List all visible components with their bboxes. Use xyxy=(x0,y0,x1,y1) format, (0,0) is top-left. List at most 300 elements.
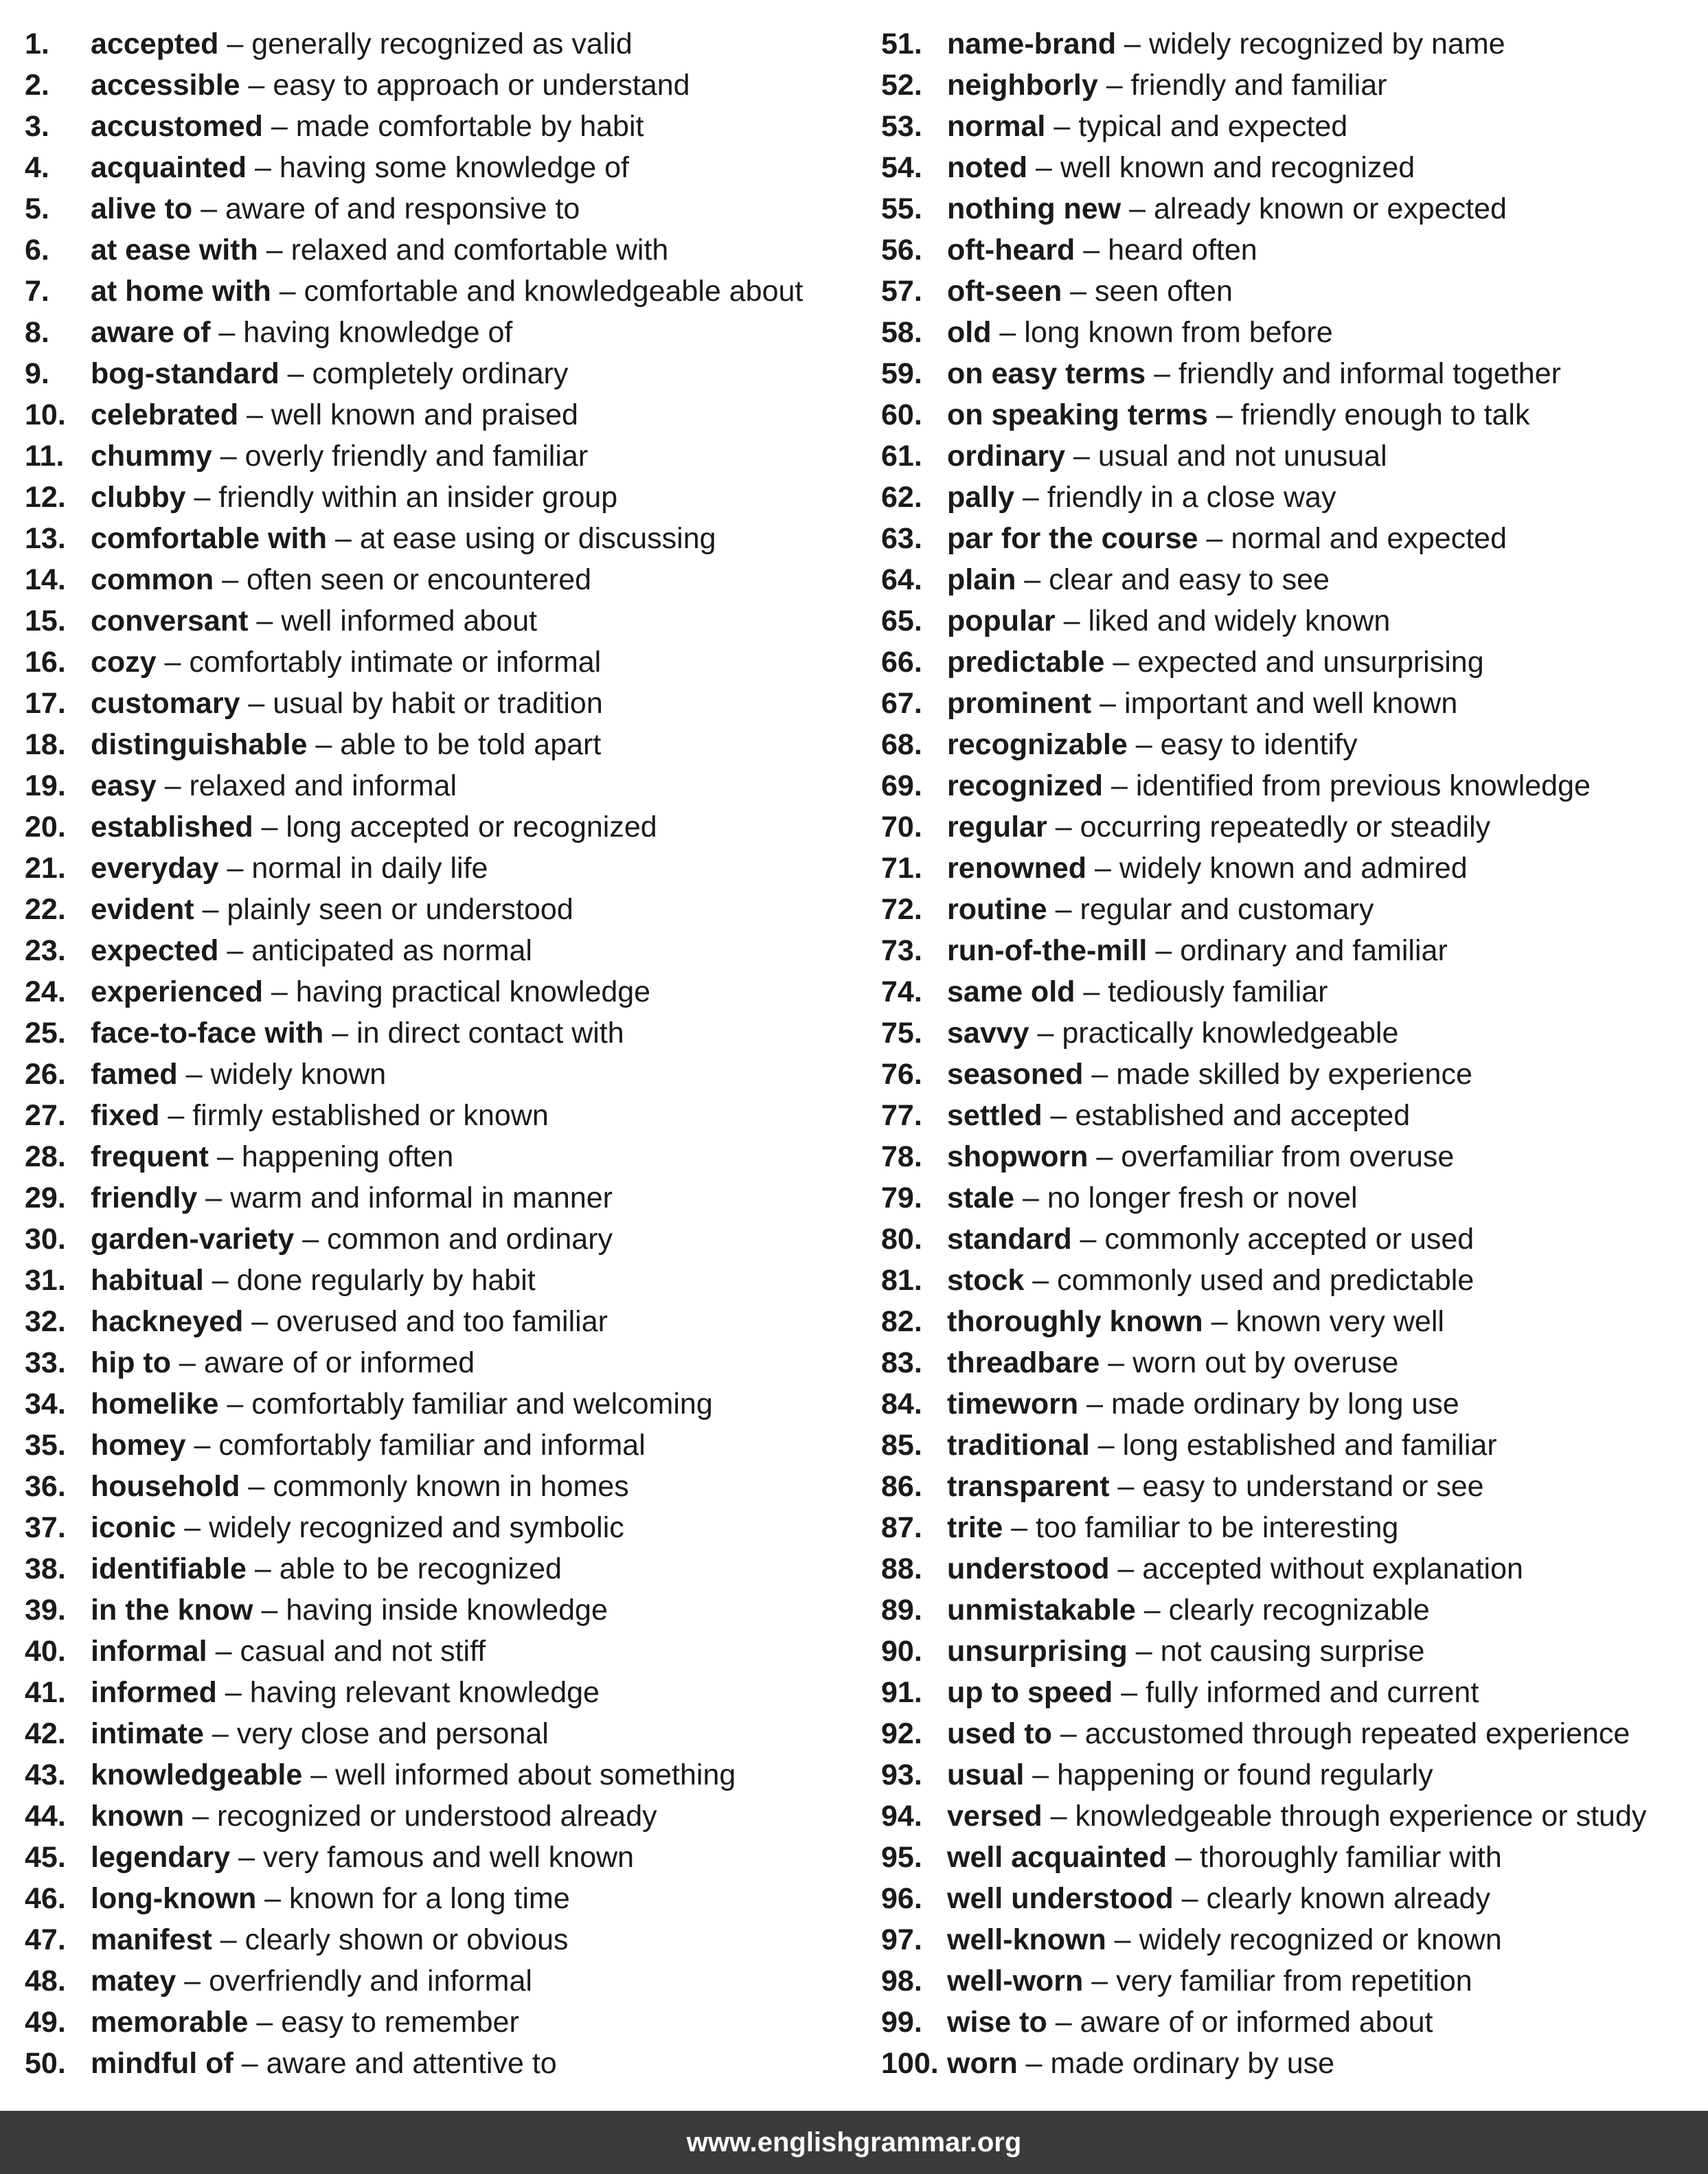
item-separator: – xyxy=(258,234,291,267)
item-term: trite xyxy=(947,1511,1003,1544)
item-separator: – xyxy=(185,1429,219,1462)
item-term: accepted xyxy=(91,27,219,60)
item-term: plain xyxy=(947,563,1016,596)
list-item xyxy=(25,2044,803,2085)
item-separator: – xyxy=(1146,357,1179,390)
item-number: 56. xyxy=(881,234,922,267)
item-number: 30. xyxy=(25,1223,66,1256)
item-separator: – xyxy=(1127,728,1161,761)
list-item xyxy=(881,1426,1646,1467)
item-definition: well informed about something xyxy=(335,1758,736,1791)
item-definition: happening often xyxy=(241,1140,454,1173)
item-separator: – xyxy=(1198,522,1231,555)
item-number: 48. xyxy=(25,1964,66,1997)
item-definition: too familiar to be interesting xyxy=(1036,1511,1399,1544)
item-term: regular xyxy=(947,811,1047,843)
item-separator: – xyxy=(209,1140,242,1173)
list-item xyxy=(881,1550,1646,1591)
list-item xyxy=(881,684,1646,725)
item-separator: – xyxy=(218,852,252,885)
item-separator: – xyxy=(1014,481,1047,514)
item-separator: – xyxy=(248,604,282,637)
item-separator: – xyxy=(1016,563,1049,596)
item-definition: aware of and responsive to xyxy=(225,192,580,225)
item-number: 57. xyxy=(881,275,922,308)
list-item xyxy=(25,25,803,66)
item-definition: aware of or informed about xyxy=(1080,2006,1433,2039)
item-number: 38. xyxy=(25,1552,66,1585)
item-definition: made comfortable by habit xyxy=(295,110,644,143)
item-number: 22. xyxy=(25,893,66,926)
item-number: 2. xyxy=(25,69,49,102)
item-term: neighborly xyxy=(947,69,1098,102)
item-definition: friendly enough to talk xyxy=(1240,398,1530,431)
item-separator: – xyxy=(1109,1552,1143,1585)
item-separator: – xyxy=(230,1841,263,1874)
item-definition: commonly used and predictable xyxy=(1057,1264,1474,1297)
list-item xyxy=(25,1096,803,1137)
list-item xyxy=(881,1838,1646,1879)
item-definition: occurring repeatedly or steadily xyxy=(1080,811,1491,843)
item-number: 90. xyxy=(881,1635,922,1668)
item-number: 68. xyxy=(881,728,922,761)
item-term: hackneyed xyxy=(91,1305,244,1338)
item-separator: – xyxy=(1089,1429,1123,1462)
item-term: standard xyxy=(947,1223,1072,1256)
item-separator: – xyxy=(1127,1635,1161,1668)
item-term: accessible xyxy=(91,69,240,102)
list-item xyxy=(25,1550,803,1591)
item-separator: – xyxy=(991,316,1025,349)
item-definition: comfortably familiar and welcoming xyxy=(251,1388,713,1420)
item-number: 14. xyxy=(25,563,66,596)
item-term: frequent xyxy=(91,1140,209,1173)
item-definition: easy to identify xyxy=(1160,728,1358,761)
item-separator: – xyxy=(248,2006,282,2039)
item-number: 34. xyxy=(25,1388,66,1420)
item-definition: thoroughly familiar with xyxy=(1200,1841,1502,1874)
item-separator: – xyxy=(1173,1882,1207,1915)
list-item xyxy=(881,1261,1646,1302)
item-definition: widely recognized by name xyxy=(1148,27,1505,60)
item-number: 21. xyxy=(25,852,66,885)
item-term: seasoned xyxy=(947,1058,1084,1091)
item-number: 62. xyxy=(881,481,922,514)
item-definition: commonly known in homes xyxy=(273,1470,629,1503)
item-separator: – xyxy=(294,1223,328,1256)
item-definition: made ordinary by use xyxy=(1050,2047,1335,2080)
item-term: stale xyxy=(947,1181,1015,1214)
list-item xyxy=(881,725,1646,767)
item-number: 88. xyxy=(881,1552,922,1585)
item-separator: – xyxy=(1024,1758,1058,1791)
item-term: ordinary xyxy=(947,440,1066,473)
list-item xyxy=(25,148,803,190)
list-item xyxy=(25,437,803,478)
item-separator: – xyxy=(1083,1058,1117,1091)
item-number: 78. xyxy=(881,1140,922,1173)
item-number: 53. xyxy=(881,110,922,143)
item-term: long-known xyxy=(91,1882,257,1915)
item-term: at home with xyxy=(91,275,271,308)
item-term: noted xyxy=(947,151,1028,184)
item-number: 40. xyxy=(25,1635,66,1668)
item-term: bog-standard xyxy=(91,357,280,390)
item-separator: – xyxy=(156,769,190,802)
item-definition: completely ordinary xyxy=(312,357,569,390)
item-number: 73. xyxy=(881,934,922,967)
item-separator: – xyxy=(1078,1388,1111,1420)
list-item xyxy=(881,437,1646,478)
item-term: chummy xyxy=(91,440,212,473)
footer-bar xyxy=(0,2111,1708,2174)
item-number: 32. xyxy=(25,1305,66,1338)
list-item xyxy=(881,478,1646,519)
item-term: recognizable xyxy=(947,728,1128,761)
list-item xyxy=(25,66,803,107)
item-separator: – xyxy=(159,1099,193,1132)
item-definition: typical and expected xyxy=(1078,110,1348,143)
list-item xyxy=(881,1385,1646,1426)
item-term: transparent xyxy=(947,1470,1110,1503)
item-separator: – xyxy=(327,522,360,555)
item-term: friendly xyxy=(91,1181,198,1214)
item-definition: having relevant knowledge xyxy=(249,1676,600,1709)
item-number: 23. xyxy=(25,934,66,967)
item-definition: known for a long time xyxy=(289,1882,570,1915)
item-number: 92. xyxy=(881,1717,922,1750)
item-separator: – xyxy=(1203,1305,1236,1338)
list-item xyxy=(25,1179,803,1220)
item-term: thoroughly known xyxy=(947,1305,1203,1338)
item-separator: – xyxy=(1071,1223,1105,1256)
item-separator: – xyxy=(210,316,244,349)
item-separator: – xyxy=(1014,1181,1047,1214)
item-separator: – xyxy=(1167,1841,1200,1874)
item-number: 39. xyxy=(25,1594,66,1627)
item-number: 4. xyxy=(25,151,49,184)
list-item xyxy=(881,1137,1646,1179)
item-definition: having some knowledge of xyxy=(279,151,629,184)
item-definition: at ease using or discussing xyxy=(359,522,716,555)
item-definition: friendly and informal together xyxy=(1178,357,1561,390)
item-number: 66. xyxy=(881,646,922,679)
item-term: shopworn xyxy=(947,1140,1089,1173)
list-item xyxy=(25,313,803,354)
list-item xyxy=(25,931,803,973)
item-number: 100. xyxy=(881,2047,939,2080)
list-item xyxy=(881,973,1646,1014)
item-separator: – xyxy=(1109,1470,1143,1503)
item-separator: – xyxy=(243,1305,277,1338)
item-definition: aware of or informed xyxy=(203,1346,475,1379)
list-item xyxy=(25,1426,803,1467)
item-definition: aware and attentive to xyxy=(266,2047,557,2080)
item-definition: friendly within an insider group xyxy=(218,481,618,514)
item-number: 74. xyxy=(881,975,922,1008)
item-number: 93. xyxy=(881,1758,922,1791)
list-item xyxy=(881,1962,1646,2003)
item-term: on speaking terms xyxy=(947,398,1208,431)
item-number: 37. xyxy=(25,1511,66,1544)
item-number: 77. xyxy=(881,1099,922,1132)
item-separator: – xyxy=(302,1758,336,1791)
item-term: conversant xyxy=(91,604,249,637)
list-item xyxy=(25,602,803,643)
list-item xyxy=(25,767,803,808)
item-term: homelike xyxy=(91,1388,219,1420)
item-definition: accustomed through repeated experience xyxy=(1084,1717,1630,1750)
list-item xyxy=(25,107,803,148)
item-term: household xyxy=(91,1470,240,1503)
footer-url[interactable]: www.englishgrammar.org xyxy=(686,2127,1022,2158)
item-term: same old xyxy=(947,975,1075,1008)
item-separator: – xyxy=(323,1017,357,1050)
list-item xyxy=(881,767,1646,808)
item-separator: – xyxy=(246,1552,280,1585)
item-separator: – xyxy=(1088,1140,1121,1173)
item-number: 47. xyxy=(25,1923,66,1956)
item-number: 6. xyxy=(25,234,49,267)
list-item xyxy=(881,313,1646,354)
item-separator: – xyxy=(1047,893,1080,926)
item-term: mindful of xyxy=(91,2047,234,2080)
list-item xyxy=(25,1055,803,1096)
list-item xyxy=(881,1879,1646,1921)
list-item xyxy=(881,272,1646,313)
item-definition: long accepted or recognized xyxy=(286,811,657,843)
item-separator: – xyxy=(1042,1800,1075,1833)
list-item xyxy=(25,1673,803,1714)
item-separator: – xyxy=(218,27,252,60)
item-number: 27. xyxy=(25,1099,66,1132)
item-number: 63. xyxy=(881,522,922,555)
item-definition: comfortably intimate or informal xyxy=(189,646,602,679)
list-item xyxy=(25,190,803,231)
item-separator: – xyxy=(240,1470,273,1503)
item-definition: not causing surprise xyxy=(1160,1635,1425,1668)
item-term: informed xyxy=(91,1676,217,1709)
list-item xyxy=(25,725,803,767)
item-term: settled xyxy=(947,1099,1043,1132)
item-separator: – xyxy=(1075,975,1108,1008)
item-number: 58. xyxy=(881,316,922,349)
item-separator: – xyxy=(1091,687,1125,720)
item-term: oft-heard xyxy=(947,234,1075,267)
item-number: 86. xyxy=(881,1470,922,1503)
item-term: unmistakable xyxy=(947,1594,1136,1627)
item-number: 31. xyxy=(25,1264,66,1297)
item-definition: in direct contact with xyxy=(356,1017,624,1050)
item-separator: – xyxy=(1106,1923,1139,1956)
list-item xyxy=(881,107,1646,148)
item-definition: practically knowledgeable xyxy=(1062,1017,1399,1050)
list-item xyxy=(881,1591,1646,1632)
list-item xyxy=(25,1921,803,1962)
list-item xyxy=(25,973,803,1014)
item-number: 46. xyxy=(25,1882,66,1915)
list-item xyxy=(881,1302,1646,1344)
item-term: celebrated xyxy=(91,398,239,431)
item-definition: clearly known already xyxy=(1206,1882,1490,1915)
item-definition: comfortable and knowledgeable about xyxy=(304,275,804,308)
item-number: 82. xyxy=(881,1305,922,1338)
item-number: 41. xyxy=(25,1676,66,1709)
item-definition: overused and too familiar xyxy=(276,1305,608,1338)
item-definition: usual by habit or tradition xyxy=(273,687,603,720)
item-separator: – xyxy=(238,398,271,431)
list-item xyxy=(881,1014,1646,1055)
list-item xyxy=(25,1344,803,1385)
item-term: worn xyxy=(947,2047,1018,2080)
item-term: expected xyxy=(91,934,219,967)
item-number: 70. xyxy=(881,811,922,843)
item-term: matey xyxy=(91,1964,177,1997)
item-definition: very close and personal xyxy=(236,1717,549,1750)
item-term: intimate xyxy=(91,1717,204,1750)
item-term: oft-seen xyxy=(947,275,1062,308)
item-definition: heard often xyxy=(1108,234,1257,267)
item-number: 76. xyxy=(881,1058,922,1091)
list-item xyxy=(25,1879,803,1921)
item-number: 35. xyxy=(25,1429,66,1462)
item-term: memorable xyxy=(91,2006,249,2039)
item-definition: easy to remember xyxy=(281,2006,519,2039)
item-term: savvy xyxy=(947,1017,1029,1050)
item-term: evident xyxy=(91,893,194,926)
item-term: unsurprising xyxy=(947,1635,1128,1668)
item-number: 49. xyxy=(25,2006,66,2039)
item-term: everyday xyxy=(91,852,219,885)
list-item xyxy=(25,1632,803,1673)
item-number: 55. xyxy=(881,192,922,225)
list-item xyxy=(25,1838,803,1879)
item-separator: – xyxy=(1104,646,1138,679)
item-term: aware of xyxy=(91,316,211,349)
item-separator: – xyxy=(1042,1099,1075,1132)
list-item xyxy=(881,190,1646,231)
item-number: 11. xyxy=(25,440,65,473)
item-number: 97. xyxy=(881,1923,922,1956)
item-number: 69. xyxy=(881,769,922,802)
item-number: 95. xyxy=(881,1841,922,1874)
item-separator: – xyxy=(184,1800,217,1833)
list-item xyxy=(25,1220,803,1261)
list-item xyxy=(881,148,1646,190)
item-term: fixed xyxy=(91,1099,160,1132)
item-definition: overly friendly and familiar xyxy=(244,440,589,473)
item-term: clubby xyxy=(91,481,186,514)
item-definition: widely known xyxy=(210,1058,387,1091)
item-term: traditional xyxy=(947,1429,1090,1462)
list-item xyxy=(881,1179,1646,1220)
item-number: 72. xyxy=(881,893,922,926)
item-number: 24. xyxy=(25,975,66,1008)
item-definition: no longer fresh or novel xyxy=(1047,1181,1358,1214)
list-item xyxy=(881,396,1646,437)
item-definition: important and well known xyxy=(1124,687,1458,720)
item-number: 19. xyxy=(25,769,66,802)
item-term: wise to xyxy=(947,2006,1047,2039)
item-number: 61. xyxy=(881,440,922,473)
list-item xyxy=(881,1673,1646,1714)
item-number: 10. xyxy=(25,398,66,431)
item-definition: happening or found regularly xyxy=(1057,1758,1433,1791)
list-item xyxy=(881,890,1646,931)
item-separator: – xyxy=(1083,1964,1117,1997)
list-item xyxy=(25,231,803,272)
item-term: par for the course xyxy=(947,522,1198,555)
item-number: 79. xyxy=(881,1181,922,1214)
item-separator: – xyxy=(1029,1017,1062,1050)
item-definition: done regularly by habit xyxy=(236,1264,536,1297)
word-list-right-column xyxy=(881,25,1646,2085)
item-term: pally xyxy=(947,481,1014,514)
list-item xyxy=(881,1756,1646,1797)
item-term: old xyxy=(947,316,992,349)
item-separator: – xyxy=(256,1882,290,1915)
item-term: famed xyxy=(91,1058,178,1091)
item-separator: – xyxy=(212,1923,245,1956)
list-item xyxy=(881,231,1646,272)
item-separator: – xyxy=(194,893,227,926)
item-separator: – xyxy=(1097,69,1131,102)
item-separator: – xyxy=(1065,440,1098,473)
item-definition: having knowledge of xyxy=(243,316,513,349)
item-definition: relaxed and informal xyxy=(189,769,457,802)
item-separator: – xyxy=(1045,110,1079,143)
list-item xyxy=(881,1467,1646,1508)
item-term: hip to xyxy=(91,1346,172,1379)
item-definition: common and ordinary xyxy=(327,1223,613,1256)
item-definition: relaxed and comfortable with xyxy=(291,234,669,267)
item-separator: – xyxy=(156,646,190,679)
item-definition: normal in daily life xyxy=(251,852,488,885)
item-definition: clearly recognizable xyxy=(1168,1594,1430,1627)
item-separator: – xyxy=(176,1964,209,1997)
list-item xyxy=(881,643,1646,684)
item-term: name-brand xyxy=(947,27,1117,60)
item-term: garden-variety xyxy=(91,1223,295,1256)
item-definition: having practical knowledge xyxy=(295,975,651,1008)
item-separator: – xyxy=(214,563,247,596)
list-item xyxy=(881,25,1646,66)
item-definition: normal and expected xyxy=(1231,522,1507,555)
item-separator: – xyxy=(185,481,219,514)
item-separator: – xyxy=(253,1594,286,1627)
item-separator: – xyxy=(1147,934,1181,967)
item-definition: regular and customary xyxy=(1080,893,1374,926)
item-definition: commonly accepted or used xyxy=(1104,1223,1474,1256)
item-separator: – xyxy=(1055,604,1089,637)
item-definition: already known or expected xyxy=(1153,192,1507,225)
item-definition: often seen or encountered xyxy=(247,563,592,596)
item-number: 85. xyxy=(881,1429,922,1462)
item-definition: having inside knowledge xyxy=(286,1594,608,1627)
list-item xyxy=(881,561,1646,602)
item-number: 26. xyxy=(25,1058,66,1091)
item-number: 91. xyxy=(881,1676,922,1709)
item-definition: very famous and well known xyxy=(262,1841,635,1874)
item-definition: seen often xyxy=(1095,275,1233,308)
item-number: 89. xyxy=(881,1594,922,1627)
item-number: 59. xyxy=(881,357,922,390)
list-item xyxy=(881,849,1646,890)
item-definition: very familiar from repetition xyxy=(1116,1964,1472,1997)
list-item xyxy=(881,1344,1646,1385)
list-item xyxy=(25,1714,803,1756)
item-separator: – xyxy=(1113,1676,1146,1709)
